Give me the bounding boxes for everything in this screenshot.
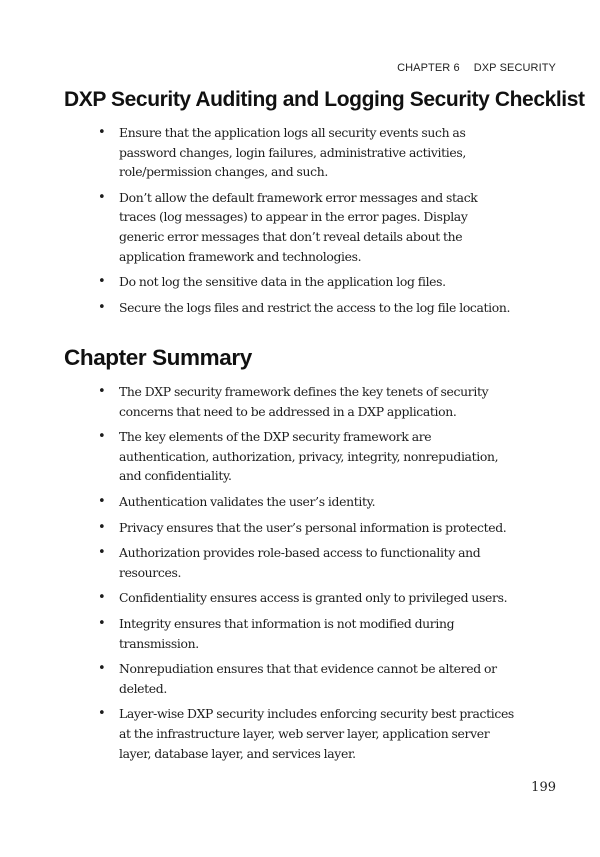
list-item-text: Don’t allow the default framework error messages and stack traces (log messages) to appear in the error pages. Display generic error messages that don’t reveal details about the application framework and technologies. <box>119 189 478 264</box>
list-item <box>0 427 515 486</box>
list-item-text: Layer-wise DXP security includes enforcing security best practices at the infrastructure layer, web server layer, application server layer, database layer, and services layer. <box>119 706 514 761</box>
list-item <box>0 298 515 318</box>
bullet-icon: • <box>98 125 106 140</box>
chapter-label: CHAPTER 6 <box>397 62 460 74</box>
section-heading-checklist: DXP Security Auditing and Logging Security Checklist <box>64 88 585 111</box>
summary-bullet-list <box>0 382 600 769</box>
bullet-icon: • <box>98 590 106 606</box>
list-item-text: Confidentiality ensures access is granted only to privileged users. <box>119 590 508 606</box>
list-item <box>0 272 515 292</box>
list-item-text: Authentication validates the user’s identity. <box>119 493 376 509</box>
bullet-icon: • <box>98 615 106 631</box>
list-item-text: Nonrepudiation ensures that that evidence cannot be altered or deleted. <box>119 661 497 696</box>
list-item-text: Ensure that the application logs all security events such as password changes, login failures, administrative activities, role/permission changes, and such. <box>119 125 466 180</box>
bullet-icon: • <box>98 189 106 205</box>
list-item-text: The key elements of the DXP security framework are authentication, authorization, privacy, integrity, nonrepudiation, and confidentiality. <box>119 429 499 484</box>
bullet-icon: • <box>98 274 106 290</box>
list-item <box>0 123 515 182</box>
list-item <box>0 188 515 266</box>
bullet-icon: • <box>98 545 106 561</box>
checklist-bullet-list <box>0 123 600 323</box>
running-header <box>397 62 556 74</box>
list-item-text: Integrity ensures that information is not modified during transmission. <box>119 615 455 651</box>
bullet-icon: • <box>98 299 106 315</box>
bullet-icon: • <box>98 384 106 399</box>
list-item-text: Secure the logs files and restrict the access to the log file location. <box>119 299 511 315</box>
bullet-icon: • <box>98 706 106 722</box>
section-heading-summary: Chapter Summary <box>64 345 252 370</box>
bullet-icon: • <box>98 429 106 445</box>
list-item-text: Do not log the sensitive data in the application log files. <box>119 274 446 290</box>
bullet-icon: • <box>98 661 106 677</box>
list-item <box>0 518 515 538</box>
list-item-text: Authorization provides role-based access to functionality and resources. <box>119 545 481 580</box>
page-number: 199 <box>531 780 556 795</box>
list-item-text: Privacy ensures that the user’s personal information is protected. <box>119 519 507 535</box>
list-item <box>0 382 515 421</box>
list-item <box>0 588 515 608</box>
list-item <box>0 659 515 698</box>
bullet-icon: • <box>98 519 106 535</box>
list-item-text: The DXP security framework defines the key tenets of security concerns that need to be addressed in a DXP application. <box>119 384 489 419</box>
list-item <box>0 543 515 582</box>
bullet-icon: • <box>98 493 106 509</box>
list-item <box>0 492 515 512</box>
list-item <box>0 704 515 763</box>
chapter-title: DXP SECURITY <box>473 62 556 74</box>
list-item <box>0 614 515 653</box>
